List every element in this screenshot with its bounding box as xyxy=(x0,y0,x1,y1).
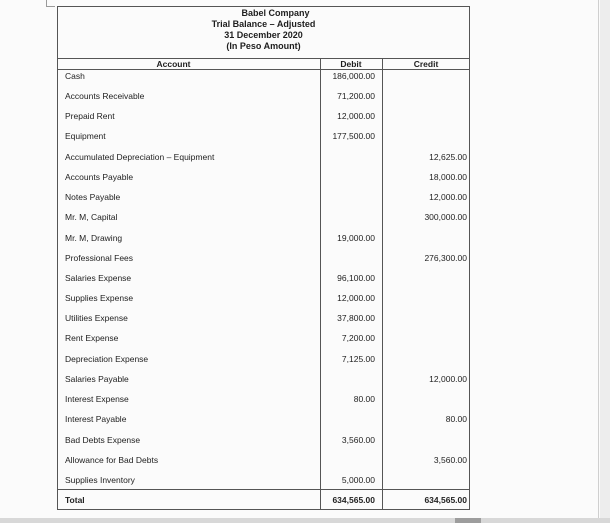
table-row xyxy=(58,86,469,106)
credit-amount: 80.00 xyxy=(445,414,467,424)
debit-amount: 12,000.00 xyxy=(337,293,375,303)
account-name: Mr. M, Drawing xyxy=(65,233,123,243)
debit-amount xyxy=(320,450,375,470)
account-name: Supplies Expense xyxy=(65,293,134,303)
table-row xyxy=(58,409,469,429)
table-row xyxy=(58,70,469,82)
account-name: Bad Debts Expense xyxy=(65,435,141,445)
table-row xyxy=(58,450,469,470)
debit-amount xyxy=(320,369,375,389)
account-name: Allowance for Bad Debts xyxy=(65,455,159,465)
credit-amount xyxy=(383,106,467,126)
credit-amount xyxy=(383,268,467,288)
table-row xyxy=(58,167,469,187)
debit-amount xyxy=(320,207,375,227)
report-unit: (In Peso Amount) xyxy=(226,41,301,51)
table-row xyxy=(58,228,469,248)
table-row xyxy=(58,147,469,167)
debit-amount: 37,800.00 xyxy=(337,313,375,323)
scrollbar-thumb[interactable] xyxy=(455,518,481,523)
account-name: Accumulated Depreciation – Equipment xyxy=(65,152,215,162)
debit-amount: 19,000.00 xyxy=(337,233,375,243)
debit-amount: 186,000.00 xyxy=(332,71,375,81)
credit-amount xyxy=(383,70,467,82)
trial-balance-table xyxy=(57,6,470,510)
margin-corner-mark xyxy=(46,0,55,7)
credit-amount xyxy=(383,126,467,146)
horizontal-scrollbar[interactable] xyxy=(0,518,610,523)
account-name: Professional Fees xyxy=(65,253,134,263)
account-name: Depreciation Expense xyxy=(65,354,149,364)
column-header-debit: Debit xyxy=(340,59,362,69)
account-name: Interest Expense xyxy=(65,394,129,404)
debit-amount xyxy=(320,409,375,429)
credit-amount: 12,625.00 xyxy=(429,152,467,162)
table-row xyxy=(58,126,469,146)
column-header-account: Account xyxy=(156,59,191,69)
credit-amount xyxy=(383,430,467,450)
table-row xyxy=(58,349,469,369)
debit-amount: 7,125.00 xyxy=(341,354,375,364)
credit-amount: 276,300.00 xyxy=(424,253,467,263)
account-name: Accounts Receivable xyxy=(65,91,145,101)
report-date: 31 December 2020 xyxy=(224,30,303,40)
table-row xyxy=(58,207,469,227)
table-row xyxy=(58,328,469,348)
account-name: Prepaid Rent xyxy=(65,111,115,121)
account-name: Equipment xyxy=(65,131,106,141)
table-header xyxy=(58,7,469,59)
debit-amount: 80.00 xyxy=(353,394,375,404)
debit-amount: 3,560.00 xyxy=(341,435,375,445)
account-name: Notes Payable xyxy=(65,192,121,202)
account-name: Utilities Expense xyxy=(65,313,128,323)
credit-amount xyxy=(383,349,467,369)
table-row xyxy=(58,389,469,409)
table-row xyxy=(58,308,469,328)
table-row xyxy=(58,430,469,450)
credit-amount: 12,000.00 xyxy=(429,374,467,384)
total-credit: 634,565.00 xyxy=(424,495,467,505)
account-name: Salaries Expense xyxy=(65,273,132,283)
debit-amount xyxy=(320,147,375,167)
credit-amount: 3,560.00 xyxy=(433,455,467,465)
company-name: Babel Company xyxy=(241,8,310,18)
table-row xyxy=(58,187,469,207)
table-row xyxy=(58,369,469,389)
credit-amount xyxy=(383,470,467,490)
debit-amount: 96,100.00 xyxy=(337,273,375,283)
column-header-credit: Credit xyxy=(413,59,439,69)
credit-amount xyxy=(383,228,467,248)
debit-amount: 5,000.00 xyxy=(341,475,375,485)
debit-amount xyxy=(320,248,375,268)
credit-amount xyxy=(383,86,467,106)
account-name: Interest Payable xyxy=(65,414,127,424)
table-row xyxy=(58,268,469,288)
report-title: Trial Balance – Adjusted xyxy=(211,19,316,29)
credit-amount xyxy=(383,389,467,409)
debit-amount: 71,200.00 xyxy=(337,91,375,101)
debit-amount xyxy=(320,187,375,207)
credit-amount: 300,000.00 xyxy=(424,212,467,222)
credit-amount: 12,000.00 xyxy=(429,192,467,202)
debit-amount: 12,000.00 xyxy=(337,111,375,121)
credit-amount xyxy=(383,328,467,348)
debit-amount xyxy=(320,167,375,187)
credit-amount: 18,000.00 xyxy=(429,172,467,182)
total-debit: 634,565.00 xyxy=(332,495,375,505)
debit-amount: 7,200.00 xyxy=(341,333,375,343)
credit-amount xyxy=(383,308,467,328)
account-name: Salaries Payable xyxy=(65,374,129,384)
debit-amount: 177,500.00 xyxy=(332,131,375,141)
account-name: Accounts Payable xyxy=(65,172,134,182)
account-name: Cash xyxy=(65,71,85,81)
total-label: Total xyxy=(65,495,85,505)
table-row xyxy=(58,106,469,126)
account-name: Rent Expense xyxy=(65,333,119,343)
table-row xyxy=(58,470,469,490)
credit-amount xyxy=(383,288,467,308)
table-row xyxy=(58,248,469,268)
account-name: Supplies Inventory xyxy=(65,475,135,485)
page-edge xyxy=(598,0,599,518)
account-name: Mr. M, Capital xyxy=(65,212,118,222)
table-row xyxy=(58,288,469,308)
total-row xyxy=(58,490,469,510)
